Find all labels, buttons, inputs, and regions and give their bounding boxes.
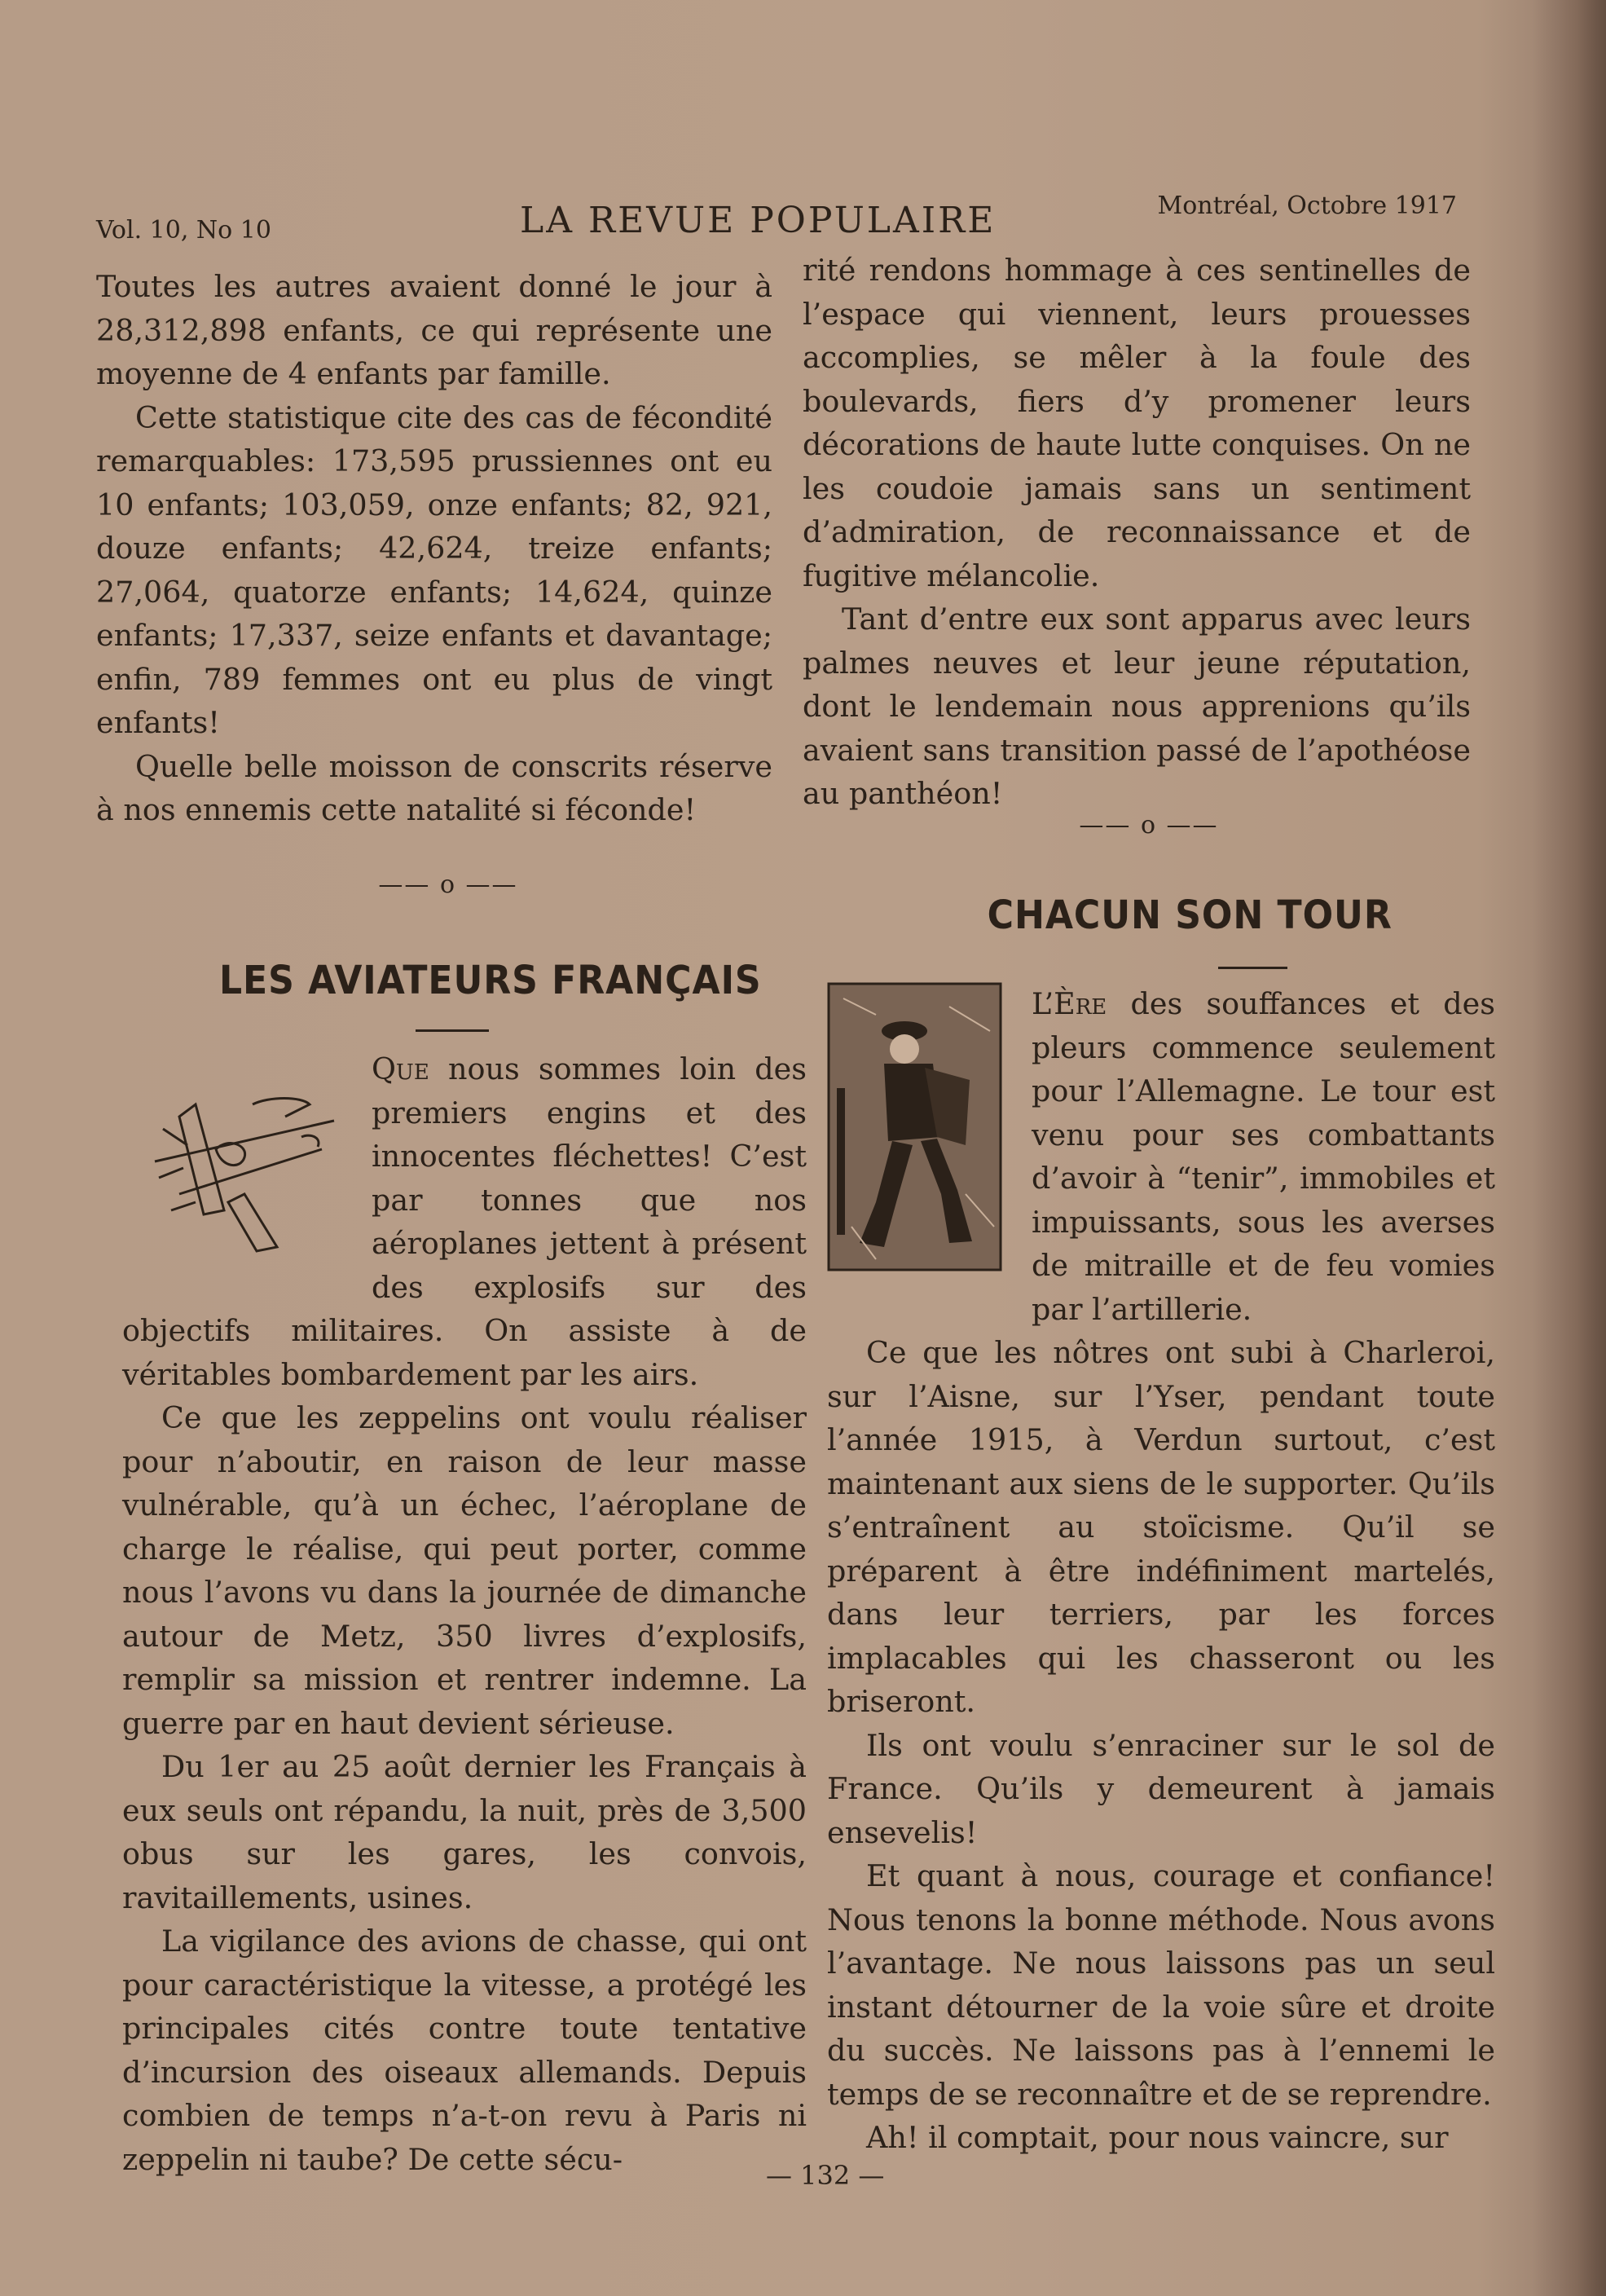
article-aviateurs	[122, 1047, 807, 2181]
airplane-illustration	[147, 1072, 342, 1271]
page-header	[96, 192, 1457, 249]
paragraph: rité rendons hommage à ces sentinelles de l’espace qui viennent, leurs prouesses accomplies, se mêler à la foule des boulevards, fiers d’y promener leurs décorations de haute lutte conquises. On ne les coudoie jamais sans un sentiment d’admiration, de reconnaissance et de fugitive mélancolie.	[803, 253, 1471, 593]
volume-label: Vol. 10, No 10	[96, 216, 271, 245]
journal-title: LA REVUE POPULAIRE	[520, 200, 997, 241]
article-title-chacun: CHACUN SON TOUR	[987, 892, 1393, 938]
article-chacun	[827, 982, 1495, 2160]
paragraph: La vigilance des avions de chasse, qui ont pour caractéristique la vitesse, a protégé les principales cités contre toute tentative d’incursion des oiseaux allemands. Depuis combien de temps n’a-t-on revu à Paris ni zeppelin ni taube? De cette sécu-	[122, 1924, 807, 2177]
paragraph: Toutes les autres avaient donné le jour à 28,312,898 enfants, ce qui représente une moyenne de 4 enfants par famille.	[96, 269, 772, 391]
soldier-illustration	[827, 982, 1002, 1284]
paragraph: Cette statistique cite des cas de fécondité remarquables: 173,595 prussiennes ont eu 10 enfants; 103,059, onze enfants; 82, 921, douze enfants; 42,624, treize enfants; 27,064, quatorze enfants; 14,624, quinze enfants; 17,337, seize enfants et davantage; enfin, 789 femmes ont eu plus de vingt enfants!	[96, 399, 772, 740]
paragraph: des souffances et des pleurs commence seulement pour l’Allemagne. Le tour est venu pour ses combattants d’avoir à “tenir”, immobiles et impuissants, sous les averses de mitraille et de feu vomies par l’artillerie.	[1032, 986, 1495, 1327]
paragraph: Ce que les zeppelins ont voulu réaliser pour n’aboutir, en raison de leur masse vulnérable, qu’à un échec, l’aéroplane de charge le réalise, qui peut porter, comme nous l’avons vu dans la journée de dimanche autour de Metz, 350 livres d’explosifs, remplir sa mission et rentrer indemne. La guerre par en haut devient sérieuse.	[122, 1400, 807, 1741]
paragraph: Ils ont voulu s’enraciner sur le sol de France. Qu’ils y demeurent à jamais ensevelis!	[827, 1727, 1495, 1850]
paragraph: nous sommes loin des premiers engins et des innocentes fléchettes! C’est par tonnes que nos aéroplanes jettent à présent des explosifs sur des objectifs militaires. On assiste à de véritables bombardement par les airs.	[122, 1051, 807, 1392]
title-rule	[416, 1029, 489, 1032]
paragraph: Ce que les nôtres ont subi à Charleroi, sur l’Aisne, sur l’Yser, pendant toute l’année 1915, à Verdun surtout, c’est maintenant aux siens de le supporter. Qu’ils s’entraînent au stoïcisme. Qu’il se préparent à être indéfiniment martelés, dans leur terriers, par les forces implacables qui les chasseront ou les briseront.	[827, 1335, 1495, 1719]
left-column-top	[96, 265, 772, 832]
paragraph: Du 1er au 25 août dernier les Français à eux seuls ont répandu, la nuit, près de 3,500 obus sur les gares, les convois, ravitaillements, usines.	[122, 1749, 807, 1915]
title-rule	[1218, 967, 1287, 969]
section-separator: —— o ——	[378, 870, 518, 899]
dropcap-word: L’Ère	[1032, 986, 1107, 1021]
article-title-aviateurs: LES AVIATEURS FRANÇAIS	[218, 958, 762, 1003]
right-column-top	[803, 249, 1471, 816]
dropcap-word: Que	[372, 1051, 429, 1086]
paragraph: Ah! il comptait, pour nous vaincre, sur	[866, 2120, 1449, 2155]
paragraph: Quelle belle moisson de conscrits réserve à nos ennemis cette natalité si féconde!	[96, 748, 772, 827]
section-separator: —— o ——	[1079, 811, 1219, 840]
page-gutter-shadow	[1533, 0, 1606, 2296]
paragraph: Tant d’entre eux sont apparus avec leurs palmes neuves et leur jeune réputation, dont le lendemain nous apprenions qu’ils avaient sans transition passé de l’apothéose au panthéon!	[803, 602, 1471, 811]
page-number: — 132 —	[766, 2160, 885, 2191]
paragraph: Et quant à nous, courage et confiance! Nous tenons la bonne méthode. Nous avons l’avantage. Ne nous laissons pas un seul instant détourner de la voie sûre et droite du succès. Ne laissons pas à l’ennemi le temps de se reconnaître et de se reprendre.	[827, 1858, 1495, 2112]
place-date: Montréal, Octobre 1917	[1157, 192, 1457, 220]
